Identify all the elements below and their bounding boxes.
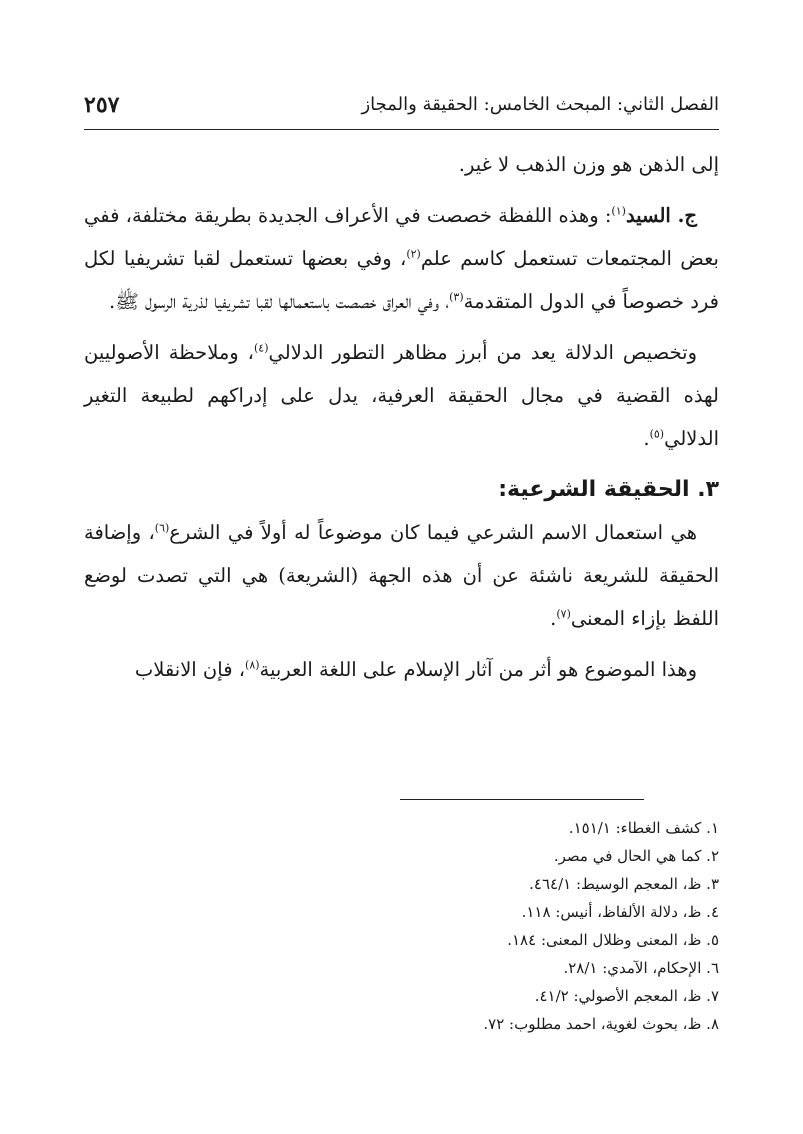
header-rule	[84, 129, 719, 130]
paragraph-text: .	[550, 607, 557, 630]
running-header	[84, 90, 719, 128]
footnote-ref-3[interactable]: (٣)	[449, 290, 464, 304]
paragraph-text: .	[643, 427, 650, 450]
paragraph-text: ، فإن الانقلاب	[134, 658, 246, 681]
footnote-6: ٦. الإحكام، الآمدي: ٢٨/١.	[563, 959, 719, 977]
footnote-ref-4[interactable]: (٤)	[253, 341, 269, 355]
paragraph-text: إلى الذهن هو وزن الذهب لا غير.	[458, 153, 719, 176]
footnote-1: ١. كشف الغطاء: ١٥١/١.	[568, 819, 719, 837]
chapter-title: الفصل الثاني: المبحث الخامس: الحقيقة والمجاز	[361, 94, 719, 115]
paragraph-text: ، وملاحظة الأصوليين لهذه القضية في مجال الحقيقة العرفية، يدل على إدراكهم لطبيعة التغير الدلالي	[84, 341, 719, 450]
paragraph-text: ، وفي العراق خصصت باستعمالها لقبا تشريفيا لذرية الرسول ﷺ.	[109, 290, 450, 313]
footnote-separator	[400, 799, 644, 800]
footnote-ref-8[interactable]: (٨)	[245, 658, 260, 672]
footnote-2: ٢. كما هي الحال في مصر.	[553, 847, 719, 865]
footnote-4: ٤. ظ، دلالة الألفاظ، أنيس: ١١٨.	[521, 903, 719, 921]
term-label: ج. السيد	[625, 204, 697, 227]
footnote-8: ٨. ظ، بحوث لغوية، احمد مطلوب: ٧٢.	[483, 1015, 719, 1033]
paragraph-text: وهذا الموضوع هو أثر من آثار الإسلام على اللغة العربية	[259, 658, 697, 681]
footnote-ref-2[interactable]: (٢)	[406, 247, 421, 261]
section-heading: ٣. الحقيقة الشرعية:	[498, 477, 719, 502]
footnote-3: ٣. ظ، المعجم الوسيط: ٤٦٤/١.	[529, 875, 719, 893]
page-number: ٢٥٧	[84, 92, 120, 118]
footnote-5: ٥. ظ، المعنى وظلال المعنى: ١٨٤.	[507, 931, 719, 949]
footnote-7: ٧. ظ، المعجم الأصولي: ٤١/٢.	[534, 987, 719, 1005]
paragraph-text: : وهذه اللفظة خصصت في الأعراف الجديدة بطريقة مختلفة، ففي بعض المجتمعات تستعمل كاسم علم	[84, 204, 719, 270]
paragraph-continuation	[84, 143, 719, 186]
paragraph-text: ، وإضافة الحقيقة للشريعة ناشئة عن أن هذه الجهة (الشريعة) هي التي تصدت لوضع اللفظ بإزاء المعنى	[84, 521, 719, 630]
paragraph-islam-effect	[84, 648, 719, 691]
footnote-ref-7[interactable]: (٧)	[556, 607, 571, 621]
footnote-ref-5[interactable]: (٥)	[649, 427, 665, 441]
paragraph-text: هي استعمال الاسم الشرعي فيما كان موضوعاً له أولاً في الشرع	[169, 521, 697, 544]
paragraph-text: ، وفي بعضها تستعمل لقبا تشريفيا لكل فرد خصوصاً في الدول المتقدمة	[84, 247, 719, 313]
footnote-ref-6[interactable]: (٦)	[154, 521, 170, 535]
paragraph-text: وتخصيص الدلالة يعد من أبرز مظاهر التطور الدلالي	[268, 341, 698, 364]
footnotes	[159, 814, 719, 1038]
paragraph-sayyid	[84, 194, 719, 323]
paragraph-specialization	[84, 331, 719, 460]
paragraph-sharia-definition	[84, 511, 719, 640]
body-text	[84, 143, 719, 691]
footnote-ref-1[interactable]: (١)	[611, 204, 626, 218]
